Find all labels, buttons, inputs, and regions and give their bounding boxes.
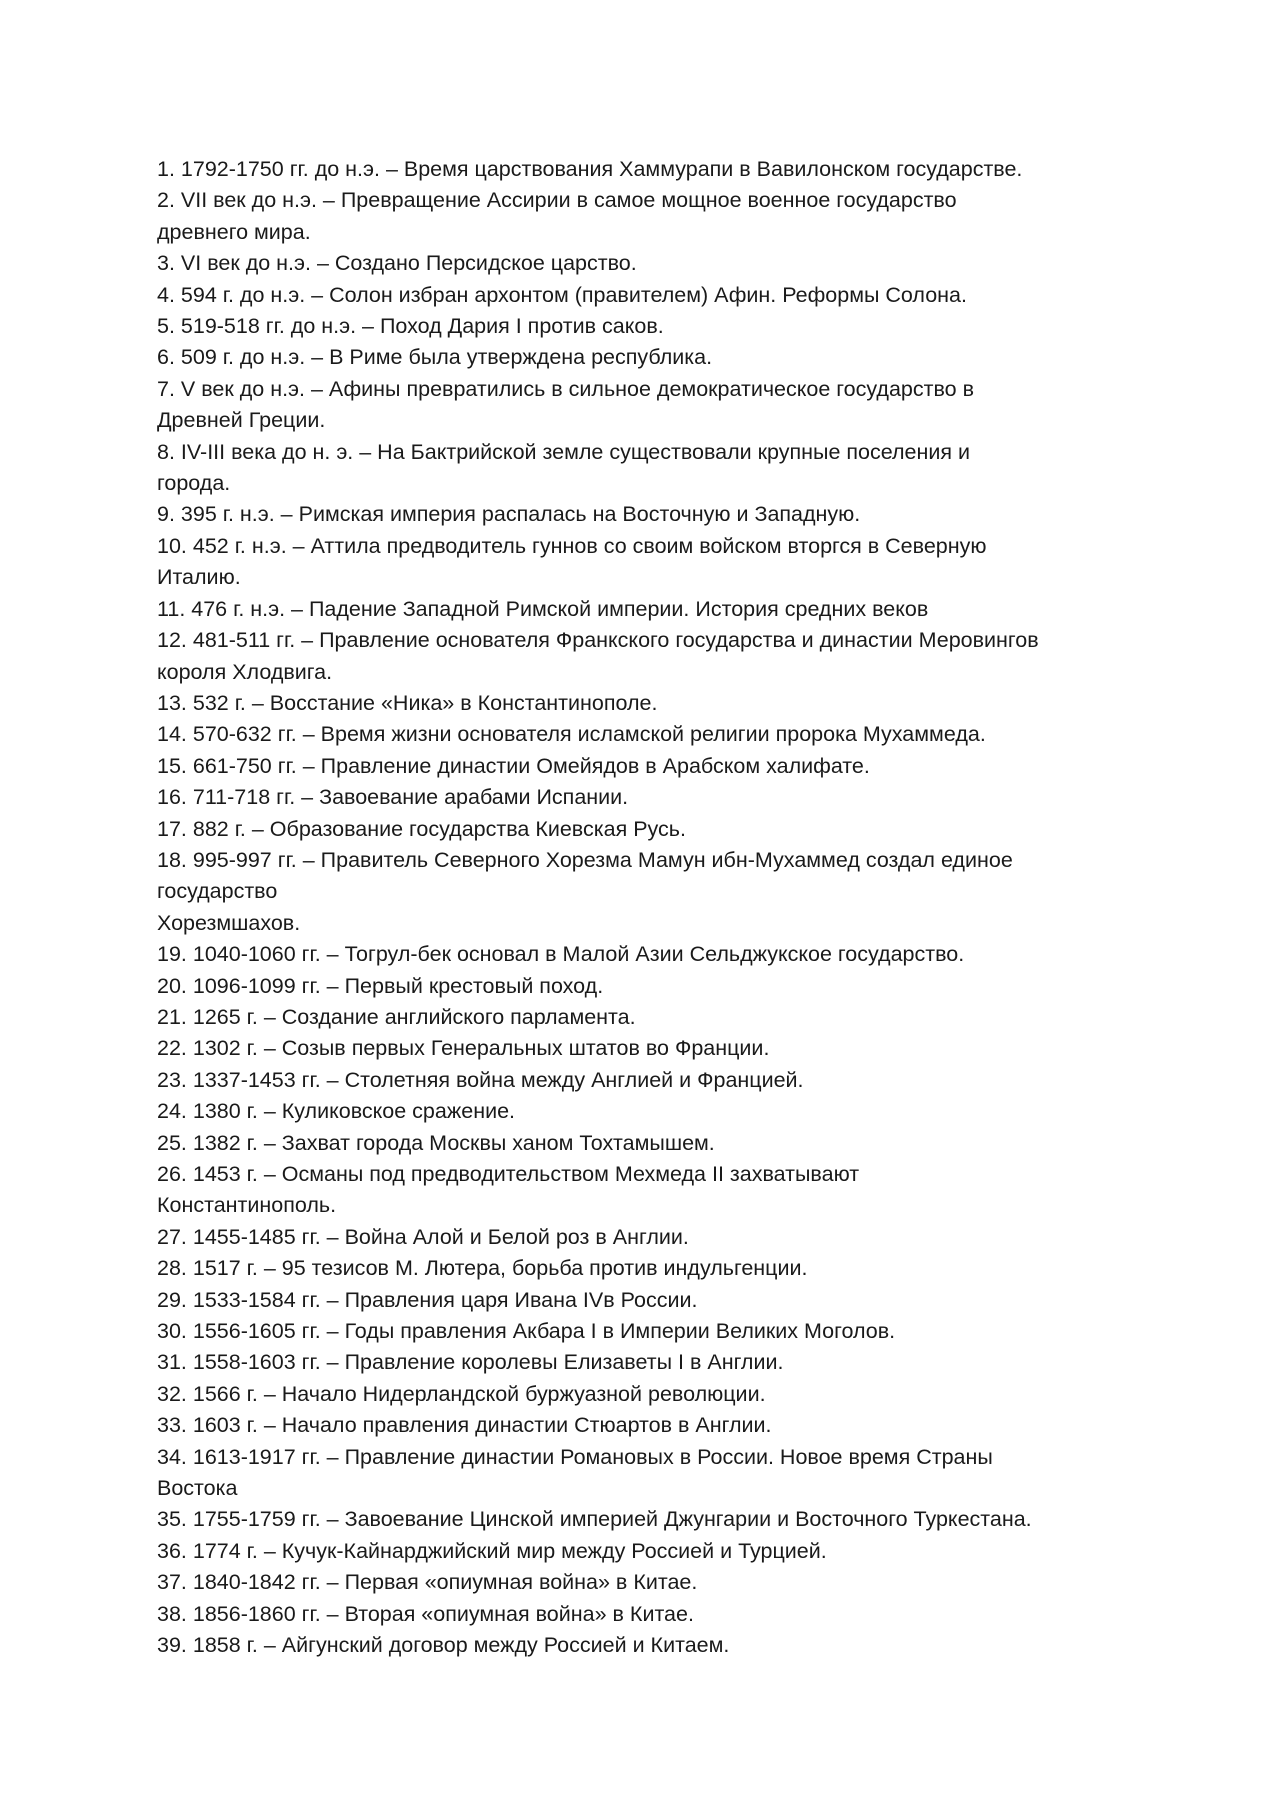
list-line: 39. 1858 г. – Айгунский договор между Россией и Китаем. [157, 1633, 730, 1658]
list-line: 3. VI век до н.э. – Создано Персидское царство. [157, 251, 637, 276]
list-line: Востока [157, 1476, 238, 1501]
list-line: Древней Греции. [157, 408, 326, 433]
list-line: 29. 1533-1584 гг. – Правления царя Ивана IVв России. [157, 1287, 698, 1312]
list-line: 18. 995-997 гг. – Правитель Северного Хорезма Мамун ибн-Мухаммед создал единое [157, 847, 1013, 872]
list-line: 6. 509 г. до н.э. – В Риме была утверждена республика. [157, 345, 713, 370]
list-line: 38. 1856-1860 гг. – Вторая «опиумная война» в Китае. [157, 1601, 694, 1626]
list-line: 17. 882 г. – Образование государства Киевская Русь. [157, 816, 686, 841]
list-line: 7. V век до н.э. – Афины превратились в сильное демократическое государство в [157, 376, 974, 401]
list-line: 28. 1517 г. – 95 тезисов М. Лютера, борьба против индульгенции. [157, 1256, 808, 1281]
list-line: 16. 711-718 гг. – Завоевание арабами Испании. [157, 785, 629, 810]
list-line: 36. 1774 г. – Кучук-Кайнарджийский мир между Россией и Турцией. [157, 1538, 827, 1563]
list-line: 22. 1302 г. – Созыв первых Генеральных штатов во Франции. [157, 1036, 770, 1061]
list-line: 12. 481-511 гг. – Правление основателя Франкского государства и династии Меровингов [157, 628, 1039, 653]
list-line: 19. 1040-1060 гг. – Тогрул-бек основал в Малой Азии Сельджукское государство. [157, 942, 965, 967]
list-line: 35. 1755-1759 гг. – Завоевание Цинской империей Джунгарии и Восточного Туркестана. [157, 1507, 1032, 1532]
list-line: Константинополь. [157, 1193, 337, 1218]
list-line: древнего мира. [157, 219, 311, 244]
list-line: государство [157, 879, 278, 904]
list-line: 10. 452 г. н.э. – Аттила предводитель гуннов со своим войском вторгся в Северную [157, 533, 987, 558]
list-line: 21. 1265 г. – Создание английского парламента. [157, 1004, 636, 1029]
list-line: 23. 1337-1453 гг. – Столетняя война между Англией и Францией. [157, 1067, 804, 1092]
list-line: Хорезмшахов. [157, 910, 301, 935]
list-line: 37. 1840-1842 гг. – Первая «опиумная война» в Китае. [157, 1570, 698, 1595]
list-line: города. [157, 471, 231, 496]
list-line: 11. 476 г. н.э. – Падение Западной Римской империи. История средних веков [157, 596, 929, 621]
list-line: 1. 1792-1750 гг. до н.э. – Время царствования Хаммурапи в Вавилонском государстве. [157, 157, 1023, 181]
list-line: 30. 1556-1605 гг. – Годы правления Акбара I в Империи Великих Моголов. [157, 1319, 896, 1344]
list-line: 15. 661-750 гг. – Правление династии Омейядов в Арабском халифате. [157, 753, 870, 778]
list-line: 34. 1613-1917 гг. – Правление династии Романовых в России. Новое время Страны [157, 1444, 993, 1469]
list-line: 9. 395 г. н.э. – Римская империя распалась на Восточную и Западную. [157, 502, 861, 527]
list-line: 24. 1380 г. – Куликовское сражение. [157, 1099, 516, 1124]
list-line: 13. 532 г. – Восстание «Ника» в Константинополе. [157, 690, 658, 715]
list-line: 32. 1566 г. – Начало Нидерландской буржуазной революции. [157, 1381, 766, 1406]
list-line: короля Хлодвига. [157, 659, 333, 684]
list-line: 31. 1558-1603 гг. – Правление королевы Елизаветы I в Англии. [157, 1350, 784, 1375]
list-line: 27. 1455-1485 гг. – Война Алой и Белой роз в Англии. [157, 1224, 689, 1249]
list-line: 5. 519-518 гг. до н.э. – Поход Дария I против саков. [157, 314, 664, 339]
list-line: 25. 1382 г. – Захват города Москвы ханом Тохтамышем. [157, 1130, 715, 1155]
list-line: Италию. [157, 565, 241, 590]
list-line: 26. 1453 г. – Османы под предводительством Мехмеда II захватывают [157, 1162, 860, 1186]
list-line: 14. 570-632 гг. – Время жизни основателя исламской религии пророка Мухаммеда. [157, 722, 986, 747]
list-line: 8. IV-III века до н. э. – На Бактрийской земле существовали крупные поселения и [157, 439, 971, 464]
list-line: 4. 594 г. до н.э. – Солон избран архонтом (правителем) Афин. Реформы Солона. [157, 282, 967, 307]
list-line: 2. VII век до н.э. – Превращение Ассирии в самое мощное военное государство [157, 188, 957, 213]
list-line: 20. 1096-1099 гг. – Первый крестовый поход. [157, 973, 604, 998]
list-line: 33. 1603 г. – Начало правления династии Стюартов в Англии. [157, 1413, 772, 1438]
chronology-list [157, 154, 1157, 1662]
